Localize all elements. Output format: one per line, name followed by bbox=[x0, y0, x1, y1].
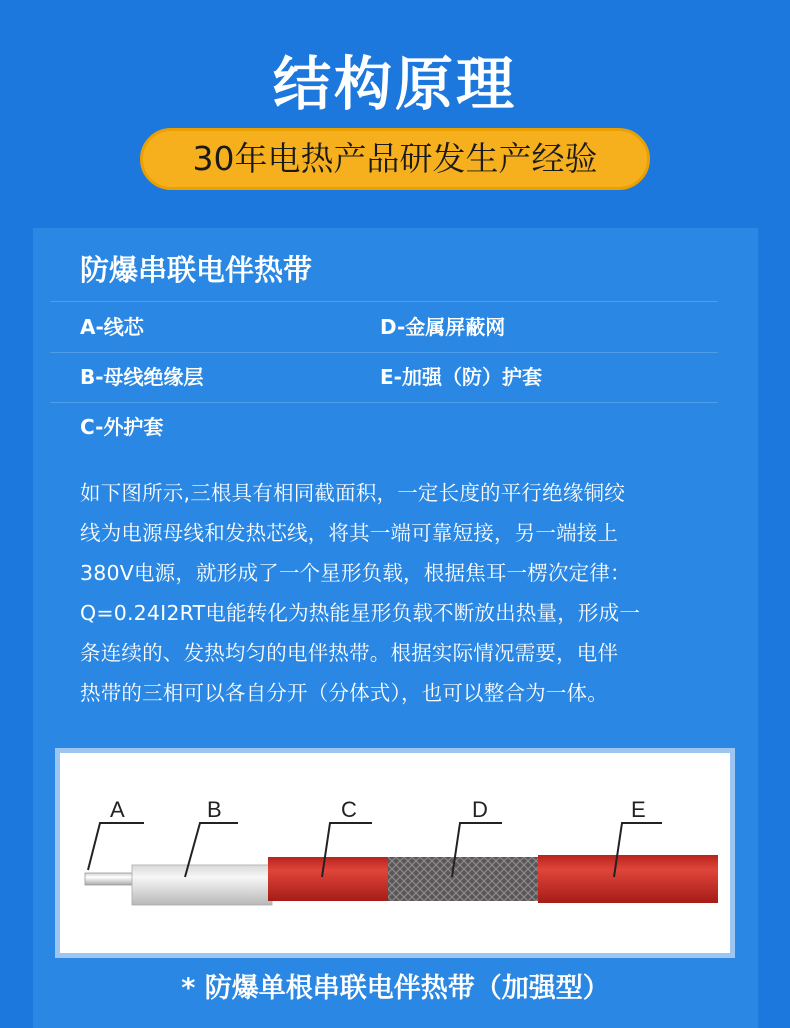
divider bbox=[50, 352, 718, 353]
part-e-label: E-加强（防）护套 bbox=[380, 365, 542, 389]
metal-braid-shield bbox=[388, 857, 540, 901]
label-d: D bbox=[472, 797, 488, 822]
product-title: 防爆串联电伴热带 bbox=[80, 253, 313, 287]
diagram-caption: * 防爆单根串联电伴热带（加强型） bbox=[181, 973, 610, 1004]
outer-sheath bbox=[268, 857, 390, 901]
part-b-label: B-母线绝缘层 bbox=[80, 365, 204, 389]
part-c-label: C-外护套 bbox=[80, 415, 164, 439]
cable-structure-illustration bbox=[60, 753, 730, 953]
description-line: Q=0.24I2RT电能转化为热能星形负载不断放出热量，形成一 bbox=[80, 601, 641, 625]
part-a-label: A-线芯 bbox=[80, 315, 144, 339]
label-a: A bbox=[110, 797, 125, 822]
content-panel bbox=[33, 228, 758, 1028]
part-d-label: D-金属屏蔽网 bbox=[380, 315, 506, 339]
label-b: B bbox=[207, 797, 222, 822]
reinforced-jacket bbox=[538, 855, 718, 903]
description-line: 380V电源，就形成了一个星形负载，根据焦耳一楞次定律： bbox=[80, 561, 631, 585]
description-line: 热带的三相可以各自分开（分体式），也可以整合为一体。 bbox=[80, 681, 608, 705]
cable-diagram-frame bbox=[55, 748, 735, 958]
page-title: 结构原理 bbox=[272, 50, 517, 118]
divider bbox=[50, 301, 718, 302]
core-wire bbox=[85, 873, 137, 885]
bus-insulation bbox=[132, 865, 272, 905]
label-e: E bbox=[631, 797, 646, 822]
description-line: 条连续的、发热均匀的电伴热带。根据实际情况需要，电伴 bbox=[80, 641, 619, 665]
description-line: 如下图所示,三根具有相同截面积，一定长度的平行绝缘铜绞 bbox=[80, 481, 625, 505]
cable-diagram bbox=[60, 753, 730, 953]
divider bbox=[50, 402, 718, 403]
description bbox=[80, 473, 728, 713]
label-c: C bbox=[341, 797, 357, 822]
experience-badge: 30年电热产品研发生产经验 bbox=[140, 128, 650, 190]
description-line: 线为电源母线和发热芯线，将其一端可靠短接，另一端接上 bbox=[80, 521, 619, 545]
